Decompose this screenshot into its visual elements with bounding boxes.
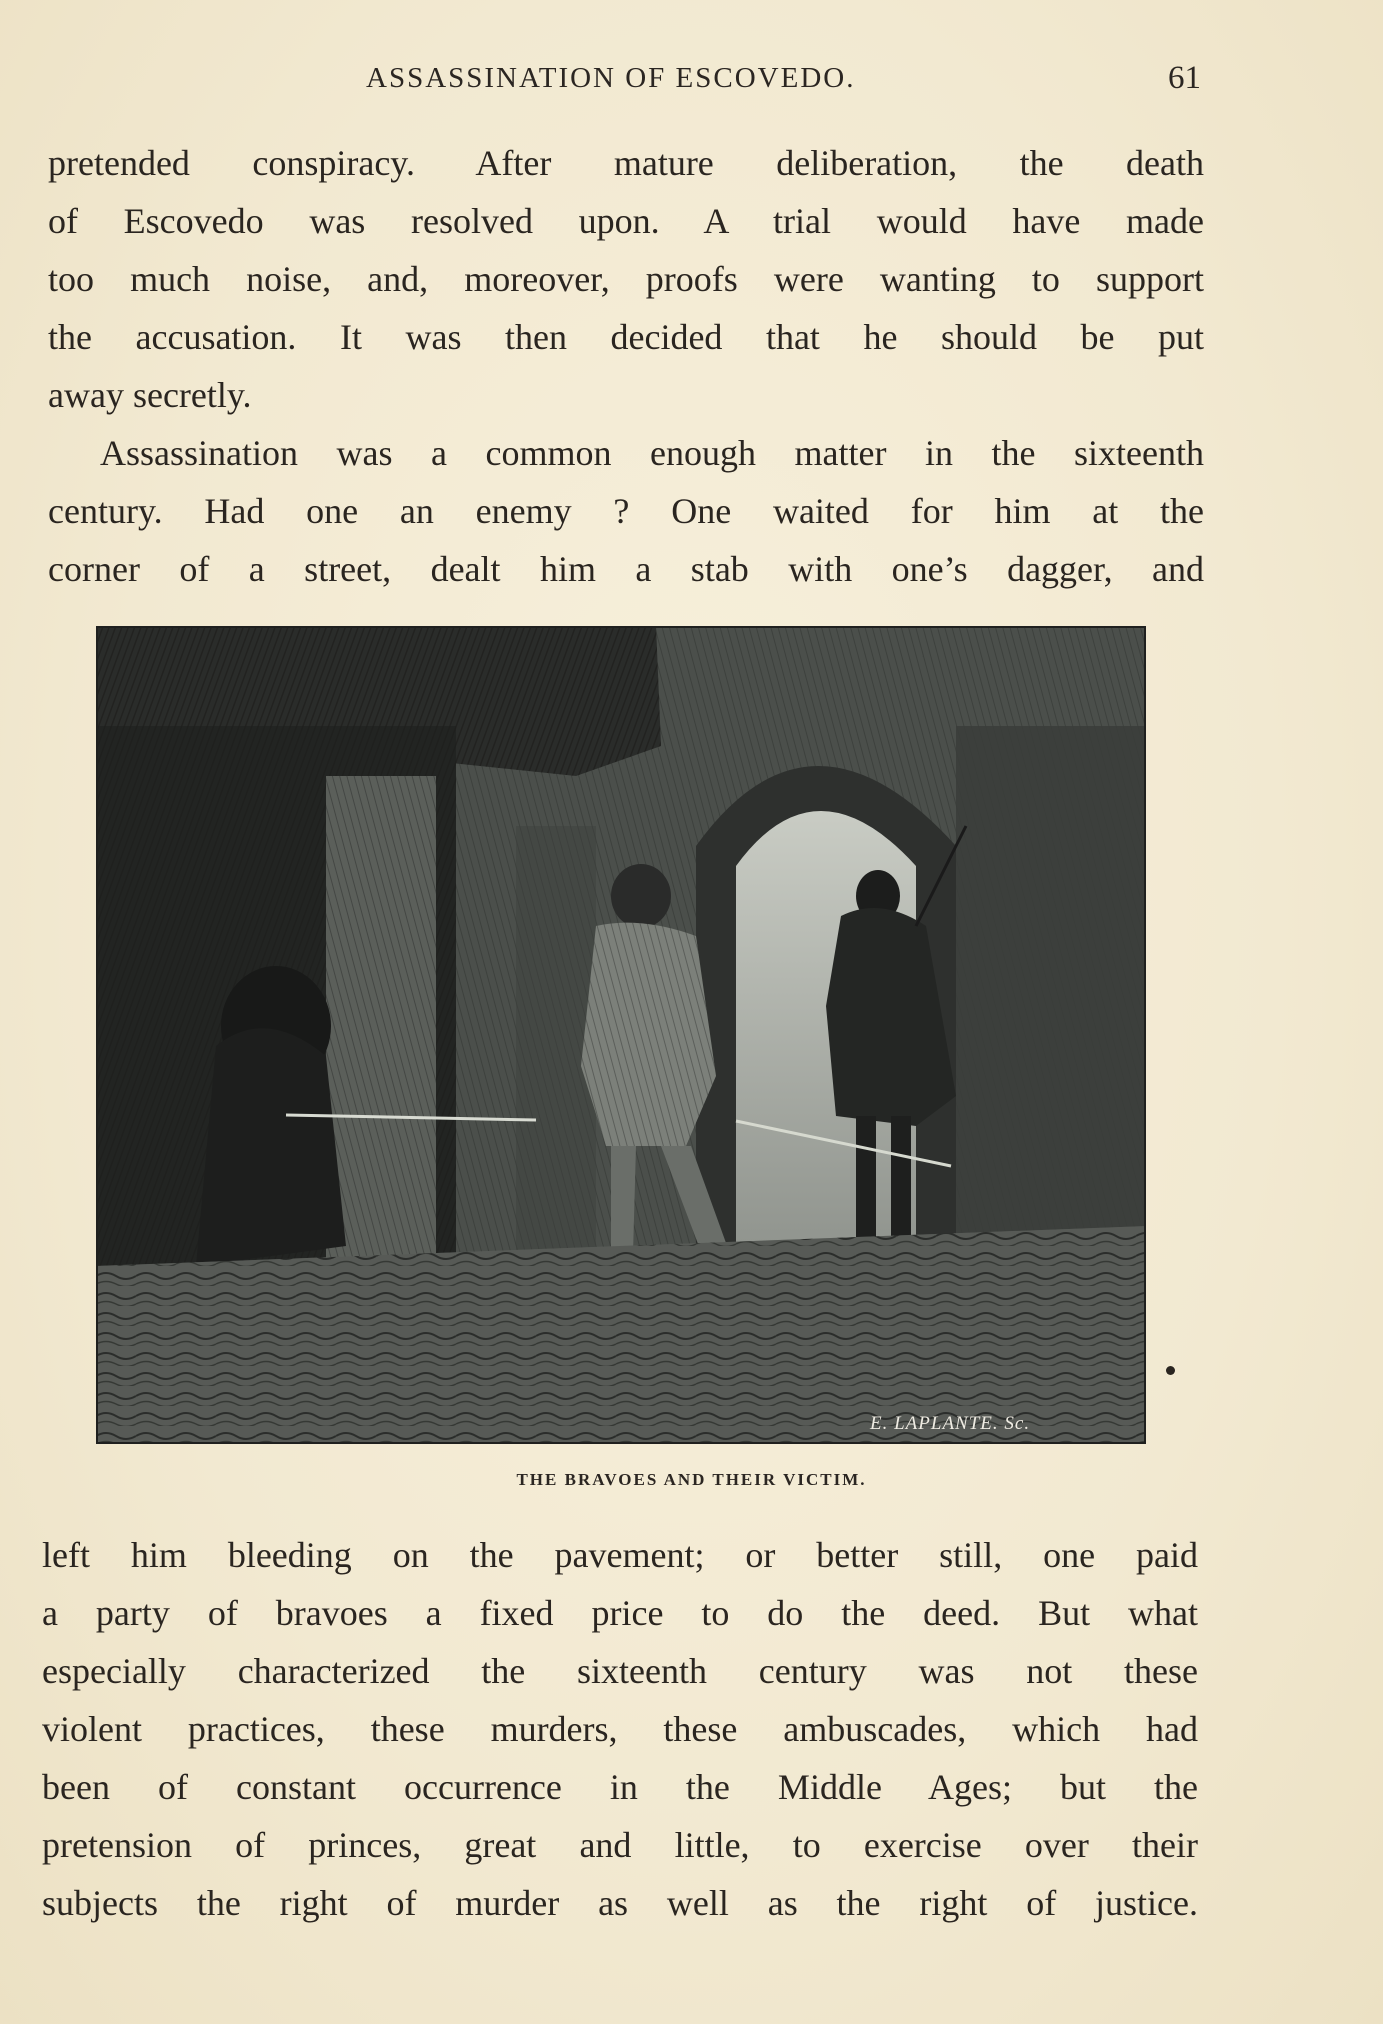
running-title: ASSASSINATION OF ESCOVEDO. — [366, 62, 856, 94]
engraver-signature: E. LAPLANTE. Sc. — [870, 1413, 1031, 1434]
illustration-caption: THE BRAVOES AND THEIR VICTIM. — [516, 1470, 867, 1489]
text-line: Assassination was a common enough matter in the sixteenth — [100, 433, 1204, 473]
text-line: century. Had one an enemy ? One waited for him at the — [48, 491, 1204, 531]
text-line: corner of a street, dealt him a stab with one’s dagger, and — [48, 549, 1204, 589]
stray-ink-dot — [1166, 1366, 1175, 1375]
bravo-head — [611, 864, 671, 928]
text-line: the accusation. It was then decided that he should be put — [48, 317, 1204, 357]
text-line: of Escovedo was resolved upon. A trial would have made — [48, 201, 1204, 241]
text-line: been of constant occurrence in the Middle Ages; but the — [42, 1767, 1198, 1807]
text-line: away secretly. — [48, 375, 252, 415]
text-line: a party of bravoes a fixed price to do the deed. But what — [42, 1593, 1198, 1633]
engraving-illustration — [96, 626, 1146, 1444]
text-line: subjects the right of murder as well as the right of justice. — [42, 1883, 1198, 1923]
text-block-top — [48, 134, 1204, 598]
text-line: too much noise, and, moreover, proofs were wanting to support — [48, 259, 1204, 299]
running-head — [0, 56, 1383, 96]
text-line: especially characterized the sixteenth century was not these — [42, 1651, 1198, 1691]
text-line: pretended conspiracy. After mature deliberation, the death — [48, 143, 1204, 183]
text-line: pretension of princes, great and little, to exercise over their — [42, 1825, 1198, 1865]
page-number: 61 — [1168, 60, 1201, 96]
text-line: violent practices, these murders, these ambuscades, which had — [42, 1709, 1198, 1749]
text-line: left him bleeding on the pavement; or better still, one paid — [42, 1535, 1198, 1575]
engraving-image — [96, 626, 1146, 1444]
text-block-bottom — [42, 1526, 1198, 1932]
